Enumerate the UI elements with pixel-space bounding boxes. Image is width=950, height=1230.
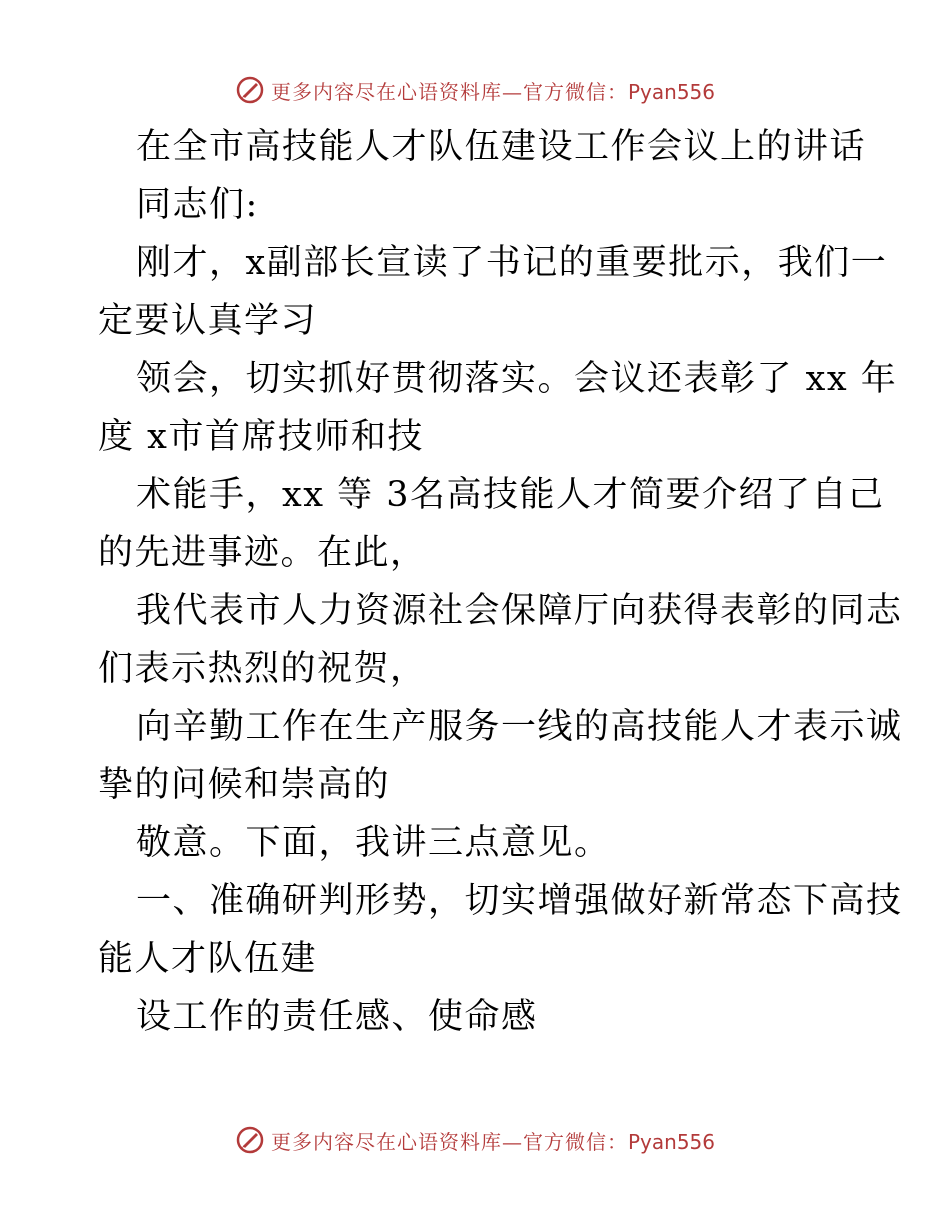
salutation: 同志们: bbox=[136, 185, 259, 225]
watermark-text bbox=[271, 1126, 715, 1155]
watermark-wechat-id: Pyan556 bbox=[627, 79, 715, 104]
quill-pen-logo-icon bbox=[235, 75, 265, 105]
header-watermark bbox=[0, 70, 950, 110]
section-heading: 一、准确研判形势，切实增强做好新常态下高技 bbox=[136, 881, 903, 921]
text-line: 术能手，xx 等 3名高技能人才简要介绍了自己 bbox=[136, 475, 885, 515]
text-line: 们表示热烈的祝贺， bbox=[98, 649, 427, 689]
text-line: 敬意。下面，我讲三点意见。 bbox=[136, 823, 611, 863]
text-line: 向辛勤工作在生产服务一线的高技能人才表示诚 bbox=[136, 707, 903, 747]
text-line: 定要认真学习 bbox=[98, 301, 318, 341]
section-heading-continued: 能人才队伍建 bbox=[98, 939, 318, 979]
document-body bbox=[98, 118, 903, 1046]
text-line: 挚的问候和崇高的 bbox=[98, 765, 391, 805]
text-line: 刚才，x副部长宣读了书记的重要批示，我们一 bbox=[136, 243, 888, 283]
text-line: 的先进事迹。在此， bbox=[98, 533, 427, 573]
text-line: 领会，切实抓好贯彻落实。会议还表彰了 xx 年 bbox=[136, 359, 898, 399]
watermark-label: 更多内容尽在心语资料库—官方微信： bbox=[270, 1129, 628, 1154]
document-title: 在全市高技能人才队伍建设工作会议上的讲话 bbox=[136, 127, 867, 167]
text-line: 度 x市首席技师和技 bbox=[98, 417, 424, 457]
watermark-wechat-id: Pyan556 bbox=[627, 1129, 715, 1154]
section-heading-continued: 设工作的责任感、使命感 bbox=[136, 997, 538, 1037]
footer-watermark bbox=[0, 1120, 950, 1160]
watermark-label: 更多内容尽在心语资料库—官方微信： bbox=[270, 79, 628, 104]
text-line: 我代表市人力资源社会保障厅向获得表彰的同志 bbox=[136, 591, 903, 631]
watermark-text bbox=[271, 76, 715, 105]
quill-pen-logo-icon bbox=[235, 1125, 265, 1155]
